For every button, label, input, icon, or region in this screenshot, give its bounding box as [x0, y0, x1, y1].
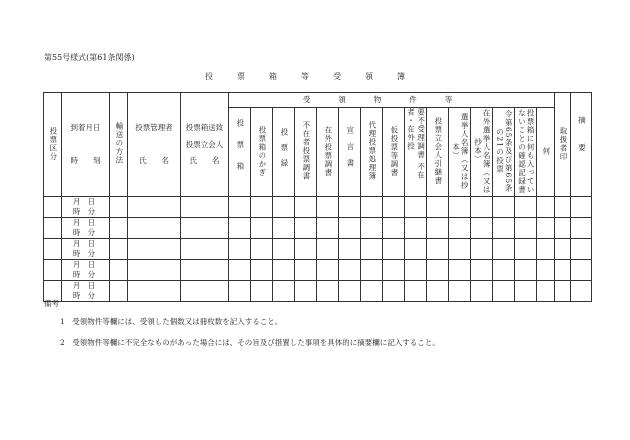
ward-cell[interactable]	[44, 280, 62, 301]
table-row	[44, 259, 592, 270]
received-count-cell[interactable]	[295, 259, 317, 280]
received-count-cell[interactable]	[427, 217, 449, 238]
item-rejection-report: 要不受理調書 不在者・在外投	[405, 108, 427, 197]
received-count-cell[interactable]	[273, 196, 295, 217]
received-count-cell[interactable]	[515, 280, 537, 301]
date-cell[interactable]: 月 日	[62, 196, 110, 207]
remarks-cell[interactable]	[571, 196, 592, 217]
received-count-cell[interactable]	[295, 217, 317, 238]
item-ballot-box: 投票箱	[229, 108, 251, 197]
received-count-cell[interactable]	[317, 238, 339, 259]
table-row	[44, 280, 592, 291]
received-count-cell[interactable]	[537, 217, 555, 238]
received-count-cell[interactable]	[493, 259, 515, 280]
item-voter-roll: 選挙人名簿（又は抄本）	[449, 108, 471, 197]
received-count-cell[interactable]	[110, 238, 128, 259]
form-code: 第55号様式(第61条関係)	[44, 53, 135, 62]
received-count-cell[interactable]	[405, 280, 427, 301]
date-cell[interactable]: 月 日	[62, 280, 110, 291]
received-count-cell[interactable]	[181, 238, 229, 259]
received-count-cell[interactable]	[383, 280, 405, 301]
received-count-cell[interactable]	[361, 280, 383, 301]
arrival-header: 到着月日 時 刻	[62, 93, 110, 197]
received-count-cell[interactable]	[251, 196, 273, 217]
ward-cell[interactable]	[44, 196, 62, 217]
receipt-ledger-table	[43, 92, 592, 302]
received-count-cell[interactable]	[405, 217, 427, 238]
item-declaration: 宣言書	[339, 108, 361, 197]
received-count-cell[interactable]	[128, 217, 181, 238]
received-count-cell[interactable]	[251, 238, 273, 259]
received-count-cell[interactable]	[427, 196, 449, 217]
received-count-cell[interactable]	[555, 217, 571, 238]
received-count-cell[interactable]	[555, 280, 571, 301]
received-count-cell[interactable]	[317, 259, 339, 280]
transport-cell[interactable]	[110, 196, 128, 217]
ward-cell[interactable]	[44, 259, 62, 280]
received-items-group-header: 受領物件等	[229, 93, 555, 108]
item-provisional-report: 仮投票等調書	[383, 108, 405, 197]
received-count-cell[interactable]	[110, 259, 128, 280]
time-cell[interactable]: 時 分	[62, 270, 110, 281]
time-cell[interactable]: 時 分	[62, 291, 110, 302]
received-count-cell[interactable]	[273, 238, 295, 259]
received-count-cell[interactable]	[471, 196, 493, 217]
received-count-cell[interactable]	[537, 238, 555, 259]
item-other: 何	[537, 108, 555, 197]
received-count-cell[interactable]	[449, 217, 471, 238]
item-overseas-report: 在外投票調書	[317, 108, 339, 197]
table-row	[44, 196, 592, 207]
received-count-cell[interactable]	[537, 280, 555, 301]
received-count-cell[interactable]	[427, 280, 449, 301]
received-count-cell[interactable]	[317, 217, 339, 238]
received-count-cell[interactable]	[128, 280, 181, 301]
received-count-cell[interactable]	[471, 238, 493, 259]
received-count-cell[interactable]	[339, 196, 361, 217]
received-count-cell[interactable]	[493, 280, 515, 301]
received-count-cell[interactable]	[405, 196, 427, 217]
item-witness-handover: 投票立会人引継書	[427, 108, 449, 197]
table-row	[44, 238, 592, 249]
item-article65-ballots: 令第65条及び第65条の21の投票	[493, 108, 515, 197]
ward-header: 投票区分	[44, 93, 62, 197]
received-count-cell[interactable]	[493, 238, 515, 259]
date-cell[interactable]: 月 日	[62, 259, 110, 270]
received-count-cell[interactable]	[295, 196, 317, 217]
received-count-cell[interactable]	[110, 217, 128, 238]
received-count-cell[interactable]	[229, 238, 251, 259]
received-count-cell[interactable]	[181, 280, 229, 301]
received-count-cell[interactable]	[449, 238, 471, 259]
received-count-cell[interactable]	[273, 259, 295, 280]
table-row	[44, 217, 592, 228]
time-cell[interactable]: 時 分	[62, 228, 110, 239]
received-count-cell[interactable]	[471, 259, 493, 280]
form-title: 投票箱等受領簿	[205, 72, 429, 81]
date-cell[interactable]: 月 日	[62, 217, 110, 228]
notes-section	[44, 300, 440, 361]
received-count-cell[interactable]	[361, 196, 383, 217]
handler-header: 取扱者印	[555, 93, 571, 197]
received-count-cell[interactable]	[229, 259, 251, 280]
received-count-cell[interactable]	[339, 217, 361, 238]
received-count-cell[interactable]	[493, 217, 515, 238]
item-ballot-box-key: 投票箱のかぎ	[251, 108, 273, 197]
manager-cell[interactable]	[128, 196, 181, 217]
received-count-cell[interactable]	[555, 259, 571, 280]
escort-cell[interactable]	[181, 196, 229, 217]
received-count-cell[interactable]	[251, 217, 273, 238]
received-count-cell[interactable]	[571, 238, 592, 259]
received-count-cell[interactable]	[471, 217, 493, 238]
received-count-cell[interactable]	[383, 196, 405, 217]
ward-cell[interactable]	[44, 217, 62, 238]
received-count-cell[interactable]	[128, 238, 181, 259]
received-count-cell[interactable]	[427, 238, 449, 259]
received-count-cell[interactable]	[383, 238, 405, 259]
received-count-cell[interactable]	[361, 217, 383, 238]
received-count-cell[interactable]	[339, 238, 361, 259]
received-count-cell[interactable]	[571, 259, 592, 280]
received-count-cell[interactable]	[339, 259, 361, 280]
transport-header: 輸送の方法	[110, 93, 128, 197]
item-empty-box-confirmation: 投票箱に何も入っていないことの確認記録書	[515, 108, 537, 197]
note-line: 1 受領物件等欄には、受領した個数又は冊枚数を記入すること。	[60, 316, 283, 326]
received-count-cell[interactable]	[449, 280, 471, 301]
time-cell[interactable]: 時 分	[62, 249, 110, 260]
received-count-cell[interactable]	[471, 280, 493, 301]
received-count-cell[interactable]	[229, 280, 251, 301]
received-count-cell[interactable]	[361, 238, 383, 259]
ward-cell[interactable]	[44, 238, 62, 259]
item-proxy-ledger: 代理投票処理簿	[361, 108, 383, 197]
received-count-cell[interactable]	[515, 259, 537, 280]
notes-title: 備考	[44, 299, 59, 308]
received-count-cell[interactable]	[110, 280, 128, 301]
received-count-cell[interactable]	[555, 238, 571, 259]
received-count-cell[interactable]	[251, 280, 273, 301]
item-overseas-voter-roll: 在外選挙人名簿（又は抄本）	[471, 108, 493, 197]
received-count-cell[interactable]	[128, 259, 181, 280]
received-count-cell[interactable]	[537, 196, 555, 217]
manager-header: 投票管理者 氏 名	[128, 93, 181, 197]
received-count-cell[interactable]	[571, 217, 592, 238]
received-count-cell[interactable]	[383, 259, 405, 280]
received-count-cell[interactable]	[427, 259, 449, 280]
date-cell[interactable]: 月 日	[62, 238, 110, 249]
received-count-cell[interactable]	[295, 238, 317, 259]
received-count-cell[interactable]	[383, 217, 405, 238]
received-count-cell[interactable]	[405, 238, 427, 259]
item-voting-record: 投票録	[273, 108, 295, 197]
received-count-cell[interactable]	[229, 196, 251, 217]
received-count-cell[interactable]	[449, 259, 471, 280]
received-count-cell[interactable]	[493, 196, 515, 217]
received-count-cell[interactable]	[361, 259, 383, 280]
received-count-cell[interactable]	[181, 259, 229, 280]
received-count-cell[interactable]	[273, 217, 295, 238]
received-count-cell[interactable]	[339, 280, 361, 301]
received-count-cell[interactable]	[317, 280, 339, 301]
received-count-cell[interactable]	[229, 217, 251, 238]
item-absentee-report: 不在者投票調書	[295, 108, 317, 197]
received-count-cell[interactable]	[571, 280, 592, 301]
received-count-cell[interactable]	[537, 259, 555, 280]
received-count-cell[interactable]	[317, 196, 339, 217]
handler-cell[interactable]	[555, 196, 571, 217]
received-count-cell[interactable]	[449, 196, 471, 217]
received-count-cell[interactable]	[515, 196, 537, 217]
received-count-cell[interactable]	[181, 217, 229, 238]
remarks-header: 摘要	[571, 93, 592, 197]
received-count-cell[interactable]	[251, 259, 273, 280]
received-count-cell[interactable]	[273, 280, 295, 301]
received-count-cell[interactable]	[515, 217, 537, 238]
note-line: 2 受領物件等欄に不完全なものがあった場合には、その旨及び措置した事項を具体的に摘要欄に記入すること。	[60, 338, 440, 347]
escort-header: 投票箱送致 投票立会人 氏 名	[181, 93, 229, 197]
time-cell[interactable]: 時 分	[62, 207, 110, 218]
received-count-cell[interactable]	[405, 259, 427, 280]
header-row-1	[44, 93, 592, 108]
received-count-cell[interactable]	[295, 280, 317, 301]
received-count-cell[interactable]	[515, 238, 537, 259]
